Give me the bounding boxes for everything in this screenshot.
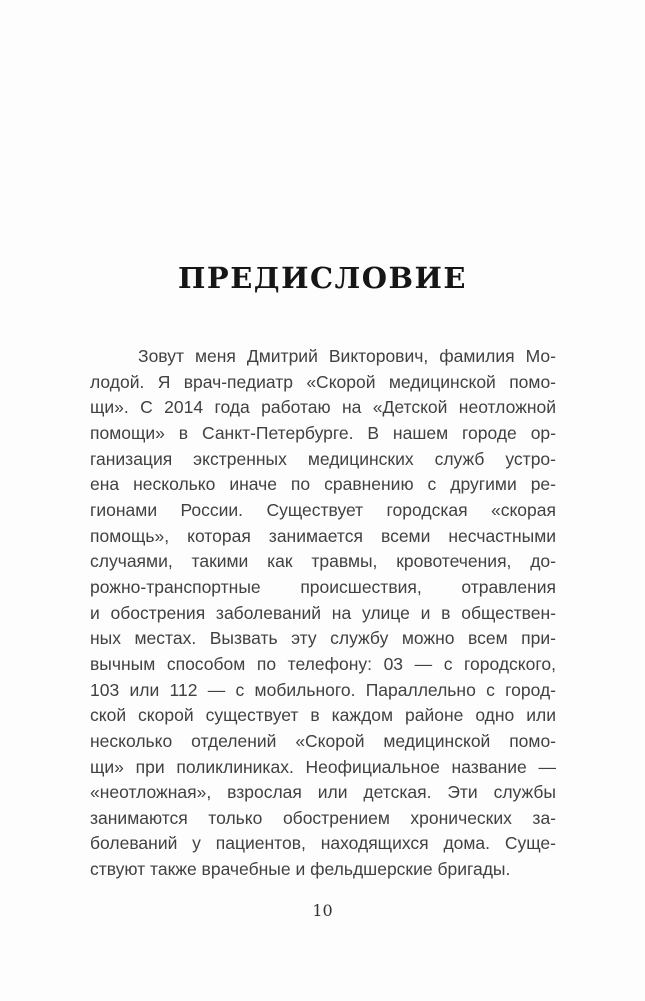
text-line: лодой. Я врач-педиатр «Скорой медицинской помо- — [90, 371, 556, 392]
text-line: ганизация экстренных медицинских служб устро- — [90, 448, 556, 469]
text-line: помощь», которая занимается всеми несчастными — [90, 525, 556, 546]
text-line: Зовут меня Дмитрий Викторович, фамилия Мо- — [138, 346, 556, 366]
text-line: ена несколько иначе по сравнению с другими ре- — [90, 474, 556, 495]
text-line: занимаются только обострением хронических за- — [90, 807, 556, 828]
text-line: 103 или 112 — с мобильного. Параллельно с город- — [90, 679, 556, 700]
chapter-title: ПРЕДИСЛОВИЕ — [178, 261, 467, 295]
text-line: ных местах. Вызвать эту службу можно всем при- — [90, 628, 556, 649]
text-line: вычным способом по телефону: 03 — с городского, — [90, 653, 556, 674]
paragraph — [90, 344, 556, 883]
page-number: 10 — [312, 901, 333, 920]
text-line: болеваний у пациентов, находящихся дома. Суще- — [90, 833, 556, 854]
text-line: рожно-транспортные происшествия, отравления — [90, 576, 556, 597]
text-line: ствуют также врачебные и фельдшерские бригады. — [90, 859, 511, 880]
text-line: несколько отделений «Скорой медицинской помо- — [90, 730, 556, 751]
text-line: помощи» в Санкт-Петербурге. В нашем городе ор- — [90, 422, 556, 443]
text-line: щи» при поликлиниках. Неофициальное название — — [90, 756, 556, 777]
text-line: «неотложная», взрослая или детская. Эти службы — [90, 782, 556, 803]
text-line: щи». С 2014 года работаю на «Детской неотложной — [90, 397, 556, 418]
text-line: и обострения заболеваний на улице и в обществен- — [90, 602, 556, 623]
text-line: гионами России. Существует городская «скорая — [90, 499, 556, 520]
text-line: случаями, такими как травмы, кровотечения, до- — [90, 551, 556, 572]
text-line: ской скорой существует в каждом районе одно или — [90, 705, 556, 726]
